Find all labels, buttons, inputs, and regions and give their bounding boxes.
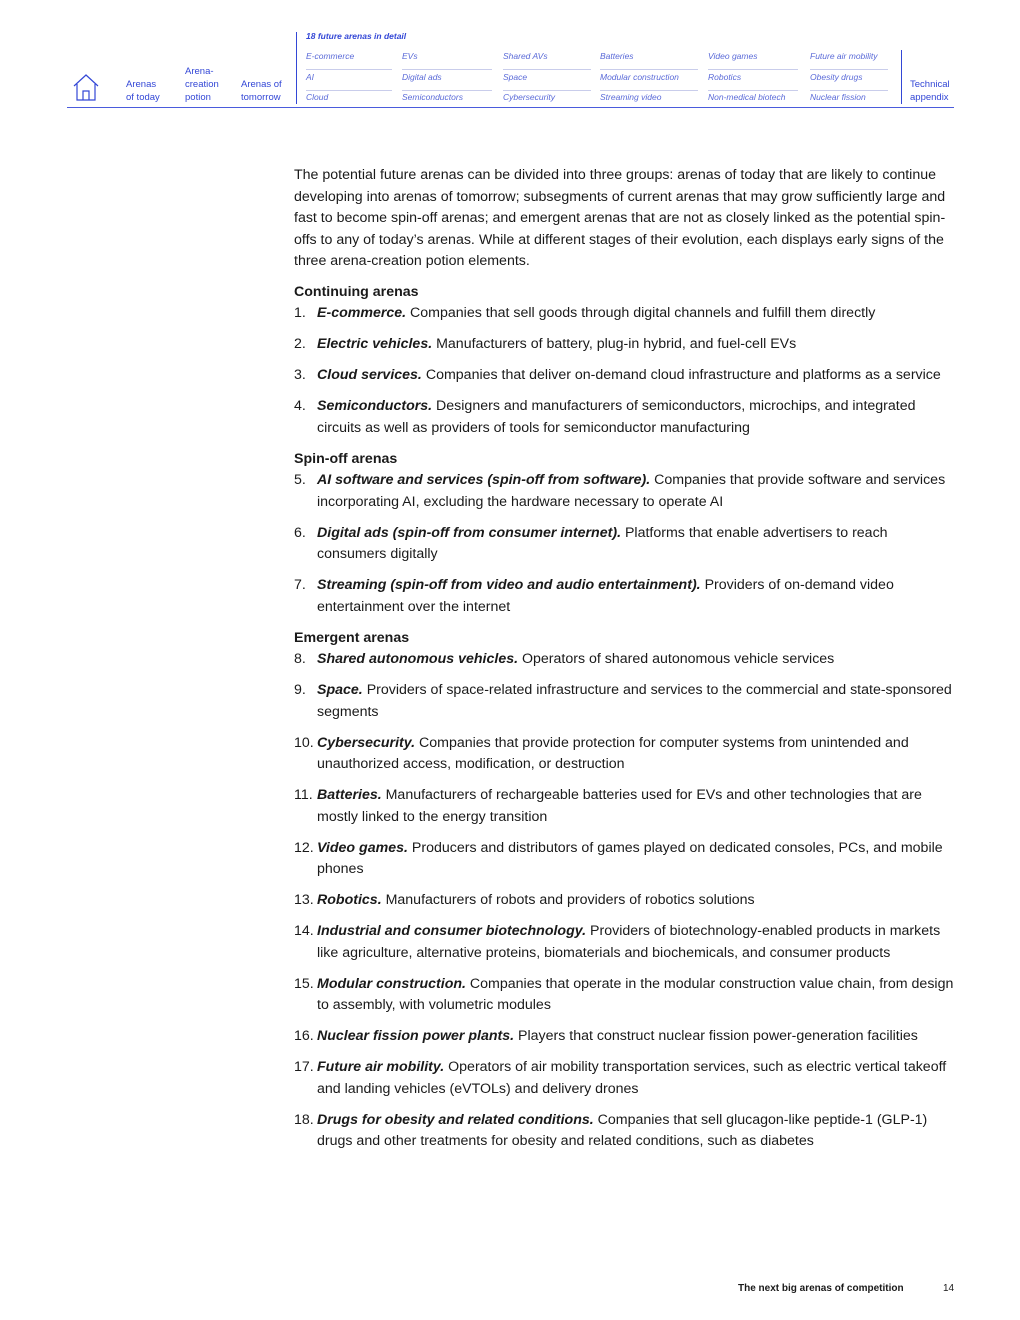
nav-arena-modular-construction[interactable]: Modular construction xyxy=(600,71,698,91)
list-item xyxy=(294,470,959,513)
list-item-number: 12. xyxy=(294,839,314,856)
list-item-number: 7. xyxy=(294,577,306,593)
list-item-number: 9. xyxy=(294,682,306,698)
nav-link-label: Arenas xyxy=(126,79,157,90)
nav-arena-semiconductors[interactable]: Semiconductors xyxy=(402,92,463,102)
nav-arena-nuclear-fission[interactable]: Nuclear fission xyxy=(810,92,866,102)
list-item-description: Manufacturers of battery, plug-in hybrid, and fuel-cell EVs xyxy=(432,336,797,352)
nav-link-label: appendix xyxy=(910,92,949,103)
list-item-description: Companies that provide protection for computer systems from unintended and unauthorized access, modification, or destruction xyxy=(317,734,909,772)
list-item-number: 1. xyxy=(294,305,306,321)
nav-arena-robotics[interactable]: Robotics xyxy=(708,71,798,91)
list-item-term: Shared autonomous vehicles. xyxy=(317,651,519,667)
list-item-term: E-commerce. xyxy=(317,305,407,321)
list-item-description: Companies that operate in the modular construction value chain, from design to assembly, with volumetric modules xyxy=(317,975,954,1013)
list-item xyxy=(294,1057,959,1100)
top-navigation xyxy=(0,0,1020,112)
list-item-term: Electric vehicles. xyxy=(317,336,433,352)
list-item xyxy=(294,334,959,356)
list-item-number: 14. xyxy=(294,923,314,939)
list-item-term: Semiconductors. xyxy=(317,398,433,414)
list-item-term: Batteries. xyxy=(317,787,382,803)
list-item xyxy=(294,974,959,1017)
list-item xyxy=(294,396,959,439)
arena-list xyxy=(294,303,959,439)
nav-underline xyxy=(67,107,954,108)
arena-list xyxy=(294,470,959,618)
list-item-term: Cybersecurity. xyxy=(317,734,416,751)
nav-arena-future-air-mobility[interactable]: Future air mobility xyxy=(810,50,888,70)
detail-section-title[interactable]: 18 future arenas in detail xyxy=(306,31,407,41)
list-item-description: Companies that sell goods through digital channels and fulfill them directly xyxy=(406,305,876,321)
list-item-number: 17. xyxy=(294,1059,314,1075)
nav-link-label: creation xyxy=(185,79,219,90)
section-heading: Continuing arenas xyxy=(294,283,419,300)
list-item-description: Providers of space-related infrastructure and services to the commercial and state-sponsored segments xyxy=(317,682,952,720)
list-item-number: 3. xyxy=(294,367,306,383)
list-item-description: Manufacturers of robots and providers of robotics solutions xyxy=(381,892,755,908)
section-heading: Spin-off arenas xyxy=(294,450,398,467)
list-item-number: 2. xyxy=(294,336,306,352)
list-item-term: Video games. xyxy=(317,839,408,856)
list-item xyxy=(294,838,959,881)
list-item-description: Operators of air mobility transportation services, such as electric vertical takeoff and landing vehicles (eVTOLs) and delivery drones xyxy=(317,1059,947,1097)
list-item-number: 18. xyxy=(294,1111,314,1128)
list-item xyxy=(294,1110,959,1153)
list-item xyxy=(294,785,959,828)
list-item xyxy=(294,680,959,723)
list-item-description: Providers of on-demand video entertainment over the internet xyxy=(317,577,894,615)
list-item-number: 13. xyxy=(294,892,314,908)
page-number: 14 xyxy=(943,1283,955,1294)
nav-arena-non-medical-biotech[interactable]: Non-medical biotech xyxy=(708,92,786,102)
nav-link-label: of today xyxy=(126,92,160,103)
nav-arena-batteries[interactable]: Batteries xyxy=(600,50,698,70)
list-item-number: 10. xyxy=(294,734,314,751)
nav-arena-evs[interactable]: EVs xyxy=(402,50,492,70)
nav-link-label: potion xyxy=(185,92,211,103)
nav-divider xyxy=(901,50,902,104)
list-item-number: 11. xyxy=(294,787,313,803)
nav-link-arenas-of-today[interactable] xyxy=(126,78,160,104)
nav-arena-obesity-drugs[interactable]: Obesity drugs xyxy=(810,71,888,91)
list-item-number: 5. xyxy=(294,472,306,488)
intro-paragraph: The potential future arenas can be divided into three groups: arenas of today that are likely to continue developing into arenas of tomorrow; subsegments of current arenas that may grow sufficiently large and fast to become spin-off arenas; and emergent arenas that are not as closely linked as the potential spin-offs to any of today’s arenas. While at different stages of their evolution, each displays early signs of the three arena-creation potion elements. xyxy=(294,167,946,269)
list-item xyxy=(294,733,959,776)
list-item xyxy=(294,1026,959,1048)
list-item xyxy=(294,303,959,325)
list-item-description: Platforms that enable advertisers to reach consumers digitally xyxy=(317,524,888,562)
list-item-term: Industrial and consumer biotechnology. xyxy=(317,923,587,939)
list-item xyxy=(294,921,959,964)
list-item-description: Companies that provide software and services incorporating AI, excluding the hardware necessary to operate AI xyxy=(317,472,946,510)
nav-link-arenas-of-tomorrow[interactable] xyxy=(241,78,282,104)
list-item-description: Manufacturers of rechargeable batteries used for EVs and other technologies that are mostly linked to the energy transition xyxy=(317,787,922,825)
nav-arena-cybersecurity[interactable]: Cybersecurity xyxy=(503,92,555,102)
list-item-description: Companies that deliver on-demand cloud infrastructure and platforms as a service xyxy=(421,367,941,383)
list-item-term: Digital ads (spin-off from consumer internet). xyxy=(317,524,622,541)
list-item-number: 6. xyxy=(294,524,306,541)
list-item-number: 15. xyxy=(294,975,314,992)
list-item-term: Streaming (spin-off from video and audio entertainment). xyxy=(317,577,701,593)
list-item-term: Modular construction. xyxy=(317,975,466,992)
nav-link-arena-creation-potion[interactable] xyxy=(185,65,219,104)
arena-sections xyxy=(294,282,959,1153)
list-item-number: 4. xyxy=(294,398,306,414)
nav-arena-video-games[interactable]: Video games xyxy=(708,50,798,70)
list-item-description: Designers and manufacturers of semiconductors, microchips, and integrated circuits as well as providers of tools for semiconductor manufacturing xyxy=(317,398,916,436)
nav-arena-streaming-video[interactable]: Streaming video xyxy=(600,92,662,102)
nav-link-technical-appendix[interactable] xyxy=(910,78,950,104)
list-item xyxy=(294,890,959,912)
list-item-term: Future air mobility. xyxy=(317,1059,445,1075)
list-item-term: Space. xyxy=(317,682,363,698)
list-item xyxy=(294,365,959,387)
nav-link-label: Arenas of xyxy=(241,79,282,90)
footer-title: The next big arenas of competition xyxy=(738,1283,904,1294)
list-item-number: 8. xyxy=(294,651,306,667)
list-item-term: Drugs for obesity and related conditions. xyxy=(317,1111,594,1128)
list-item-description: Providers of biotechnology-enabled products in markets like agriculture, alternative proteins, biomaterials and biochemicals, and consumer products xyxy=(317,923,941,961)
arena-list xyxy=(294,649,959,1153)
main-content xyxy=(294,165,959,1162)
nav-arena-digital-ads[interactable]: Digital ads xyxy=(402,71,492,91)
nav-arena-ai[interactable]: AI xyxy=(306,71,392,91)
list-item-term: AI software and services (spin-off from software). xyxy=(317,472,651,488)
nav-link-label: Technical xyxy=(910,79,950,90)
home-icon[interactable] xyxy=(72,72,100,102)
nav-link-label: tomorrow xyxy=(241,92,281,103)
nav-arena-shared-avs[interactable]: Shared AVs xyxy=(503,50,591,70)
list-item-description: Producers and distributors of games played on dedicated consoles, PCs, and mobile phones xyxy=(317,839,943,877)
list-item-number: 16. xyxy=(294,1028,314,1044)
list-item-description: Companies that sell glucagon-like peptide-1 (GLP-1) drugs and other treatments for obesity and related conditions, such as diabetes xyxy=(317,1111,928,1149)
section-heading: Emergent arenas xyxy=(294,629,410,646)
nav-divider xyxy=(296,32,297,104)
list-item-description: Operators of shared autonomous vehicle services xyxy=(518,651,835,667)
nav-arena-ecommerce[interactable]: E-commerce xyxy=(306,50,392,70)
list-item-term: Robotics. xyxy=(317,892,382,908)
nav-arena-cloud[interactable]: Cloud xyxy=(306,92,329,102)
list-item xyxy=(294,649,959,671)
nav-arena-space[interactable]: Space xyxy=(503,71,591,91)
list-item-term: Cloud services. xyxy=(317,367,422,383)
nav-link-label: Arena- xyxy=(185,66,214,77)
list-item xyxy=(294,523,959,566)
list-item xyxy=(294,575,959,618)
list-item-term: Nuclear fission power plants. xyxy=(317,1028,515,1044)
list-item-description: Players that construct nuclear fission power-generation facilities xyxy=(514,1028,918,1044)
